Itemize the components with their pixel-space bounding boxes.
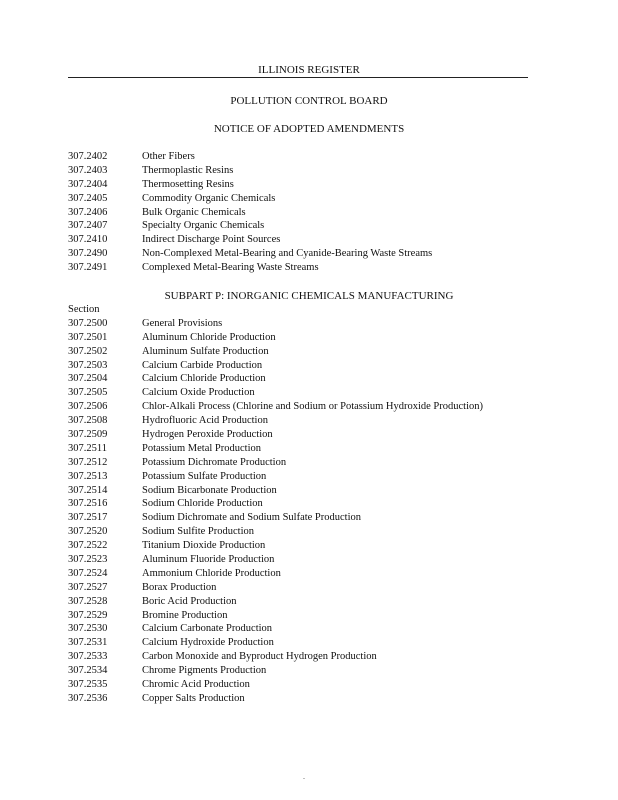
section-number: 307.2516 (68, 498, 108, 510)
section-title: Hydrogen Peroxide Production (142, 429, 273, 441)
section-number: 307.2517 (68, 512, 108, 524)
section-row (68, 692, 483, 706)
section-title: Calcium Hydroxide Production (142, 637, 274, 649)
section-row (68, 636, 483, 650)
section-number: 307.2512 (68, 456, 108, 468)
section-row (68, 359, 483, 373)
section-row (68, 609, 483, 623)
section-title: Copper Salts Production (142, 692, 245, 704)
section-number: 307.2534 (68, 665, 108, 677)
section-row (68, 206, 432, 220)
section-title: Chlor-Alkali Process (Chlorine and Sodium or Potassium Hydroxide Production) (142, 401, 484, 413)
section-title: Calcium Carbonate Production (142, 623, 273, 635)
section-title: Titanium Dioxide Production (142, 540, 266, 552)
section-title: Sodium Bicarbonate Production (142, 484, 277, 496)
section-row (68, 539, 483, 553)
section-row (68, 372, 483, 386)
section-title: Non-Complexed Metal-Bearing and Cyanide-Bearing Waste Streams (142, 248, 433, 260)
section-title: Borax Production (142, 581, 217, 593)
section-number: 307.2528 (68, 595, 108, 607)
page-mark: . (303, 772, 305, 781)
section-number: 307.2402 (68, 151, 108, 162)
section-list-bottom-wrap (68, 303, 483, 706)
section-title: Bromine Production (142, 609, 228, 621)
section-row (68, 150, 432, 164)
section-number: 307.2514 (68, 484, 108, 496)
section-row (68, 525, 483, 539)
section-number: 307.2491 (68, 262, 108, 274)
section-row (68, 219, 432, 233)
section-title: Calcium Carbide Production (142, 359, 263, 371)
section-row (68, 553, 483, 567)
section-row (68, 581, 483, 595)
section-number: 307.2404 (68, 178, 108, 190)
section-row (68, 428, 483, 442)
section-row (68, 470, 483, 484)
section-row (68, 622, 483, 636)
section-number: 307.2509 (68, 429, 108, 441)
section-title: Indirect Discharge Point Sources (142, 234, 281, 246)
section-row (68, 678, 483, 692)
section-number: 307.2403 (68, 164, 108, 176)
section-number: 307.2531 (68, 637, 108, 649)
section-label: Section (68, 304, 100, 315)
section-row (68, 456, 483, 470)
section-number: 307.2523 (68, 554, 108, 566)
section-title: Sodium Chloride Production (142, 498, 263, 510)
section-title: Sodium Dichromate and Sodium Sulfate Production (142, 512, 362, 524)
section-number: 307.2410 (68, 234, 108, 246)
section-title: Commodity Organic Chemicals (142, 192, 276, 204)
section-number: 307.2407 (68, 220, 108, 232)
section-title: Complexed Metal-Bearing Waste Streams (142, 262, 319, 274)
section-number: 307.2533 (68, 651, 108, 663)
section-number: 307.2530 (68, 623, 108, 635)
section-number: 307.2529 (68, 609, 108, 621)
section-number: 307.2511 (68, 442, 107, 454)
section-title: Calcium Chloride Production (142, 373, 266, 385)
section-number: 307.2524 (68, 567, 108, 579)
section-number: 307.2503 (68, 359, 108, 371)
section-title: Aluminum Sulfate Production (142, 345, 269, 357)
section-title: Boric Acid Production (142, 595, 237, 607)
section-row (68, 595, 483, 609)
section-title: General Provisions (142, 317, 223, 329)
section-number: 307.2502 (68, 345, 108, 357)
section-row (68, 567, 483, 581)
section-title: Thermoplastic Resins (142, 164, 234, 176)
section-row (68, 497, 483, 511)
section-number: 307.2527 (68, 581, 108, 593)
section-number: 307.2520 (68, 526, 108, 538)
section-number: 307.2504 (68, 373, 108, 385)
section-title: Aluminum Chloride Production (142, 331, 276, 343)
section-number: 307.2500 (68, 317, 108, 329)
section-row (68, 192, 432, 206)
section-row (68, 650, 483, 664)
section-number: 307.2513 (68, 470, 108, 482)
section-number: 307.2508 (68, 415, 108, 427)
section-number: 307.2405 (68, 192, 108, 204)
section-number: 307.2506 (68, 401, 108, 413)
notice-title: NOTICE OF ADOPTED AMENDMENTS (213, 123, 405, 135)
section-number: 307.2505 (68, 387, 108, 399)
section-list-bottom (68, 317, 483, 706)
section-number: 307.2535 (68, 679, 108, 691)
register-title: ILLINOIS REGISTER (258, 64, 360, 76)
section-row (68, 386, 483, 400)
section-title: Thermosetting Resins (142, 178, 234, 190)
section-title: Specialty Organic Chemicals (142, 220, 265, 232)
section-row (68, 511, 483, 525)
section-row (68, 400, 483, 414)
section-list-top (68, 150, 432, 275)
section-row (68, 345, 483, 359)
section-row (68, 414, 483, 428)
section-title: Chrome Pigments Production (142, 665, 267, 677)
section-number: 307.2406 (68, 206, 108, 218)
section-title: Chromic Acid Production (142, 679, 250, 691)
subpart-heading: SUBPART P: INORGANIC CHEMICALS MANUFACTURING (164, 290, 454, 302)
board-title: POLLUTION CONTROL BOARD (230, 95, 388, 107)
section-row (68, 331, 483, 345)
section-row (68, 664, 483, 678)
section-row (68, 317, 483, 331)
section-title: Potassium Sulfate Production (142, 470, 267, 482)
section-row (68, 233, 432, 247)
section-title: Other Fibers (142, 151, 195, 162)
section-title: Potassium Dichromate Production (142, 456, 287, 468)
section-title: Hydrofluoric Acid Production (142, 415, 268, 427)
section-row (68, 484, 483, 498)
section-title: Carbon Monoxide and Byproduct Hydrogen Production (142, 651, 377, 663)
section-row (68, 247, 432, 261)
section-title: Calcium Oxide Production (142, 387, 255, 399)
section-row (68, 442, 483, 456)
section-title: Bulk Organic Chemicals (142, 206, 246, 218)
section-title: Sodium Sulfite Production (142, 526, 255, 538)
section-row (68, 178, 432, 192)
section-number: 307.2522 (68, 540, 108, 552)
section-title: Ammonium Chloride Production (142, 567, 281, 579)
section-row (68, 261, 432, 275)
header-rule (68, 77, 528, 78)
section-number: 307.2501 (68, 331, 108, 343)
section-number: 307.2490 (68, 248, 108, 260)
section-row (68, 164, 432, 178)
section-title: Potassium Metal Production (142, 442, 261, 454)
section-title: Aluminum Fluoride Production (142, 554, 275, 566)
section-number: 307.2536 (68, 692, 108, 704)
